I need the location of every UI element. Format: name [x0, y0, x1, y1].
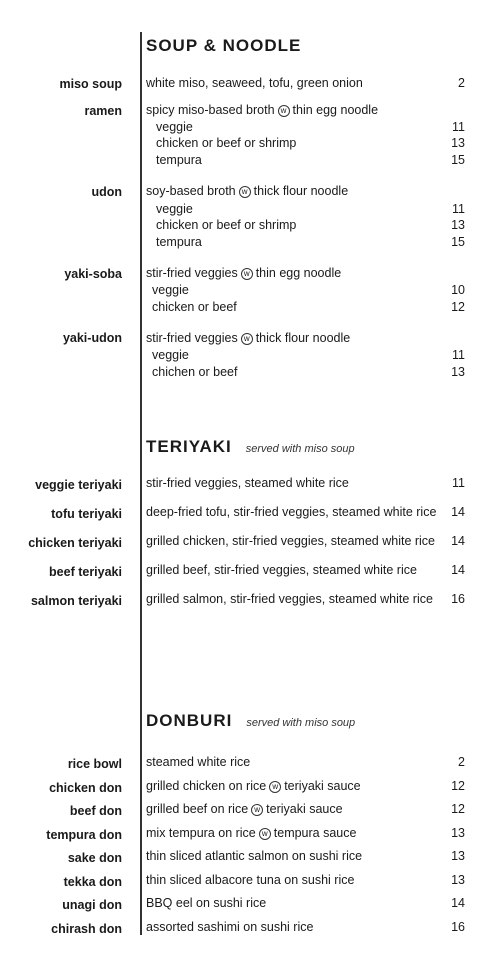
option-label: chicken or beef [152, 300, 237, 314]
item-name-rice-bowl: rice bowl [67, 757, 122, 771]
option-label: veggie [152, 283, 189, 297]
with-symbol-icon: w [251, 804, 263, 816]
item-price-miso-soup: 2 [458, 76, 465, 90]
item-desc: grilled chicken on rice w teriyaki sauce [146, 779, 361, 793]
item-price: 2 [458, 755, 465, 769]
item-desc-ramen: spicy miso-based broth w thin egg noodle [146, 103, 379, 117]
item-name-ramen: ramen [84, 104, 122, 118]
item-name-tempura-don: tempura don [46, 828, 122, 842]
item-price: 11 [452, 476, 465, 490]
item-desc: grilled beef on rice w teriyaki sauce [146, 802, 343, 816]
item-desc: deep-fried tofu, stir-fried veggies, steamed white rice [146, 505, 437, 519]
with-symbol-icon: w [239, 186, 251, 198]
option-label: tempura [156, 235, 202, 249]
item-desc: thin sliced atlantic salmon on sushi rice [146, 849, 363, 863]
option-price: 11 [452, 202, 465, 216]
item-name-beef-teriyaki: beef teriyaki [49, 565, 122, 579]
item-price: 14 [451, 563, 465, 577]
option-price: 15 [451, 153, 465, 167]
option-label: veggie [156, 120, 193, 134]
section-title-teriyaki: TERIYAKI served with miso soup [146, 437, 355, 456]
item-name-yaki-soba: yaki-soba [64, 267, 122, 281]
item-name-chicken-don: chicken don [49, 781, 122, 795]
option-price: 13 [451, 218, 465, 232]
option-price: 15 [451, 235, 465, 249]
item-price: 12 [451, 802, 465, 816]
with-symbol-icon: w [278, 105, 290, 117]
item-price: 14 [451, 534, 465, 548]
vertical-divider [140, 32, 142, 935]
item-name-tofu-teriyaki: tofu teriyaki [51, 507, 122, 521]
option-label: tempura [156, 153, 202, 167]
option-price: 11 [452, 120, 465, 134]
item-desc-yaki-udon: stir-fried veggies w thick flour noodle [146, 331, 351, 345]
item-name-miso-soup: miso soup [59, 77, 122, 91]
section-title-donburi: DONBURI served with miso soup [146, 711, 356, 730]
item-name-sake-don: sake don [67, 851, 122, 865]
item-desc: thin sliced albacore tuna on sushi rice [146, 873, 355, 887]
option-label: chicken or beef or shrimp [156, 136, 297, 150]
item-price: 16 [451, 592, 465, 606]
item-desc: grilled beef, stir-fried veggies, steamed white rice [146, 563, 417, 577]
item-desc: grilled salmon, stir-fried veggies, steamed white rice [146, 592, 433, 606]
item-name-tekka-don: tekka don [63, 875, 122, 889]
option-label: chicken or beef or shrimp [156, 218, 297, 232]
item-price: 13 [451, 873, 465, 887]
item-desc: grilled chicken, stir-fried veggies, steamed white rice [146, 534, 436, 548]
section-subtitle: served with miso soup [246, 717, 356, 729]
with-symbol-icon: w [269, 781, 281, 793]
item-price: 14 [451, 505, 465, 519]
option-price: 12 [451, 300, 465, 314]
section-title-soup-noodle: SOUP & NOODLE [146, 36, 302, 55]
item-desc: stir-fried veggies, steamed white rice [146, 476, 349, 490]
item-desc-miso-soup: white miso, seaweed, tofu, green onion [146, 76, 363, 90]
with-symbol-icon: w [259, 828, 271, 840]
item-desc: steamed white rice [146, 755, 251, 769]
option-price: 11 [452, 348, 465, 362]
item-price: 14 [451, 896, 465, 910]
item-name-yaki-udon: yaki-udon [62, 331, 122, 345]
option-price: 10 [451, 283, 465, 297]
item-price: 16 [451, 920, 465, 934]
item-desc: assorted sashimi on sushi rice [146, 920, 314, 934]
item-price: 13 [451, 826, 465, 840]
option-label: veggie [152, 348, 189, 362]
item-name-chicken-teriyaki: chicken teriyaki [28, 536, 122, 550]
item-desc: BBQ eel on sushi rice [146, 896, 267, 910]
option-price: 13 [451, 365, 465, 379]
item-name-chirash-don: chirash don [51, 922, 122, 936]
item-name-salmon-teriyaki: salmon teriyaki [30, 594, 122, 608]
item-name-udon: udon [91, 185, 122, 199]
section-subtitle: served with miso soup [245, 443, 355, 455]
option-price: 13 [451, 136, 465, 150]
item-price: 13 [451, 849, 465, 863]
option-label: veggie [156, 202, 193, 216]
item-name-veggie-teriyaki: veggie teriyaki [35, 478, 122, 492]
item-desc-yaki-soba: stir-fried veggies w thin egg noodle [146, 266, 342, 280]
with-symbol-icon: w [241, 333, 253, 345]
item-price: 12 [451, 779, 465, 793]
item-desc-udon: soy-based broth w thick flour noodle [146, 184, 349, 198]
item-name-unagi-don: unagi don [62, 898, 122, 912]
item-name-beef-don: beef don [69, 804, 122, 818]
option-label: chichen or beef [152, 365, 238, 379]
with-symbol-icon: w [241, 268, 253, 280]
item-desc: mix tempura on rice w tempura sauce [146, 826, 357, 840]
